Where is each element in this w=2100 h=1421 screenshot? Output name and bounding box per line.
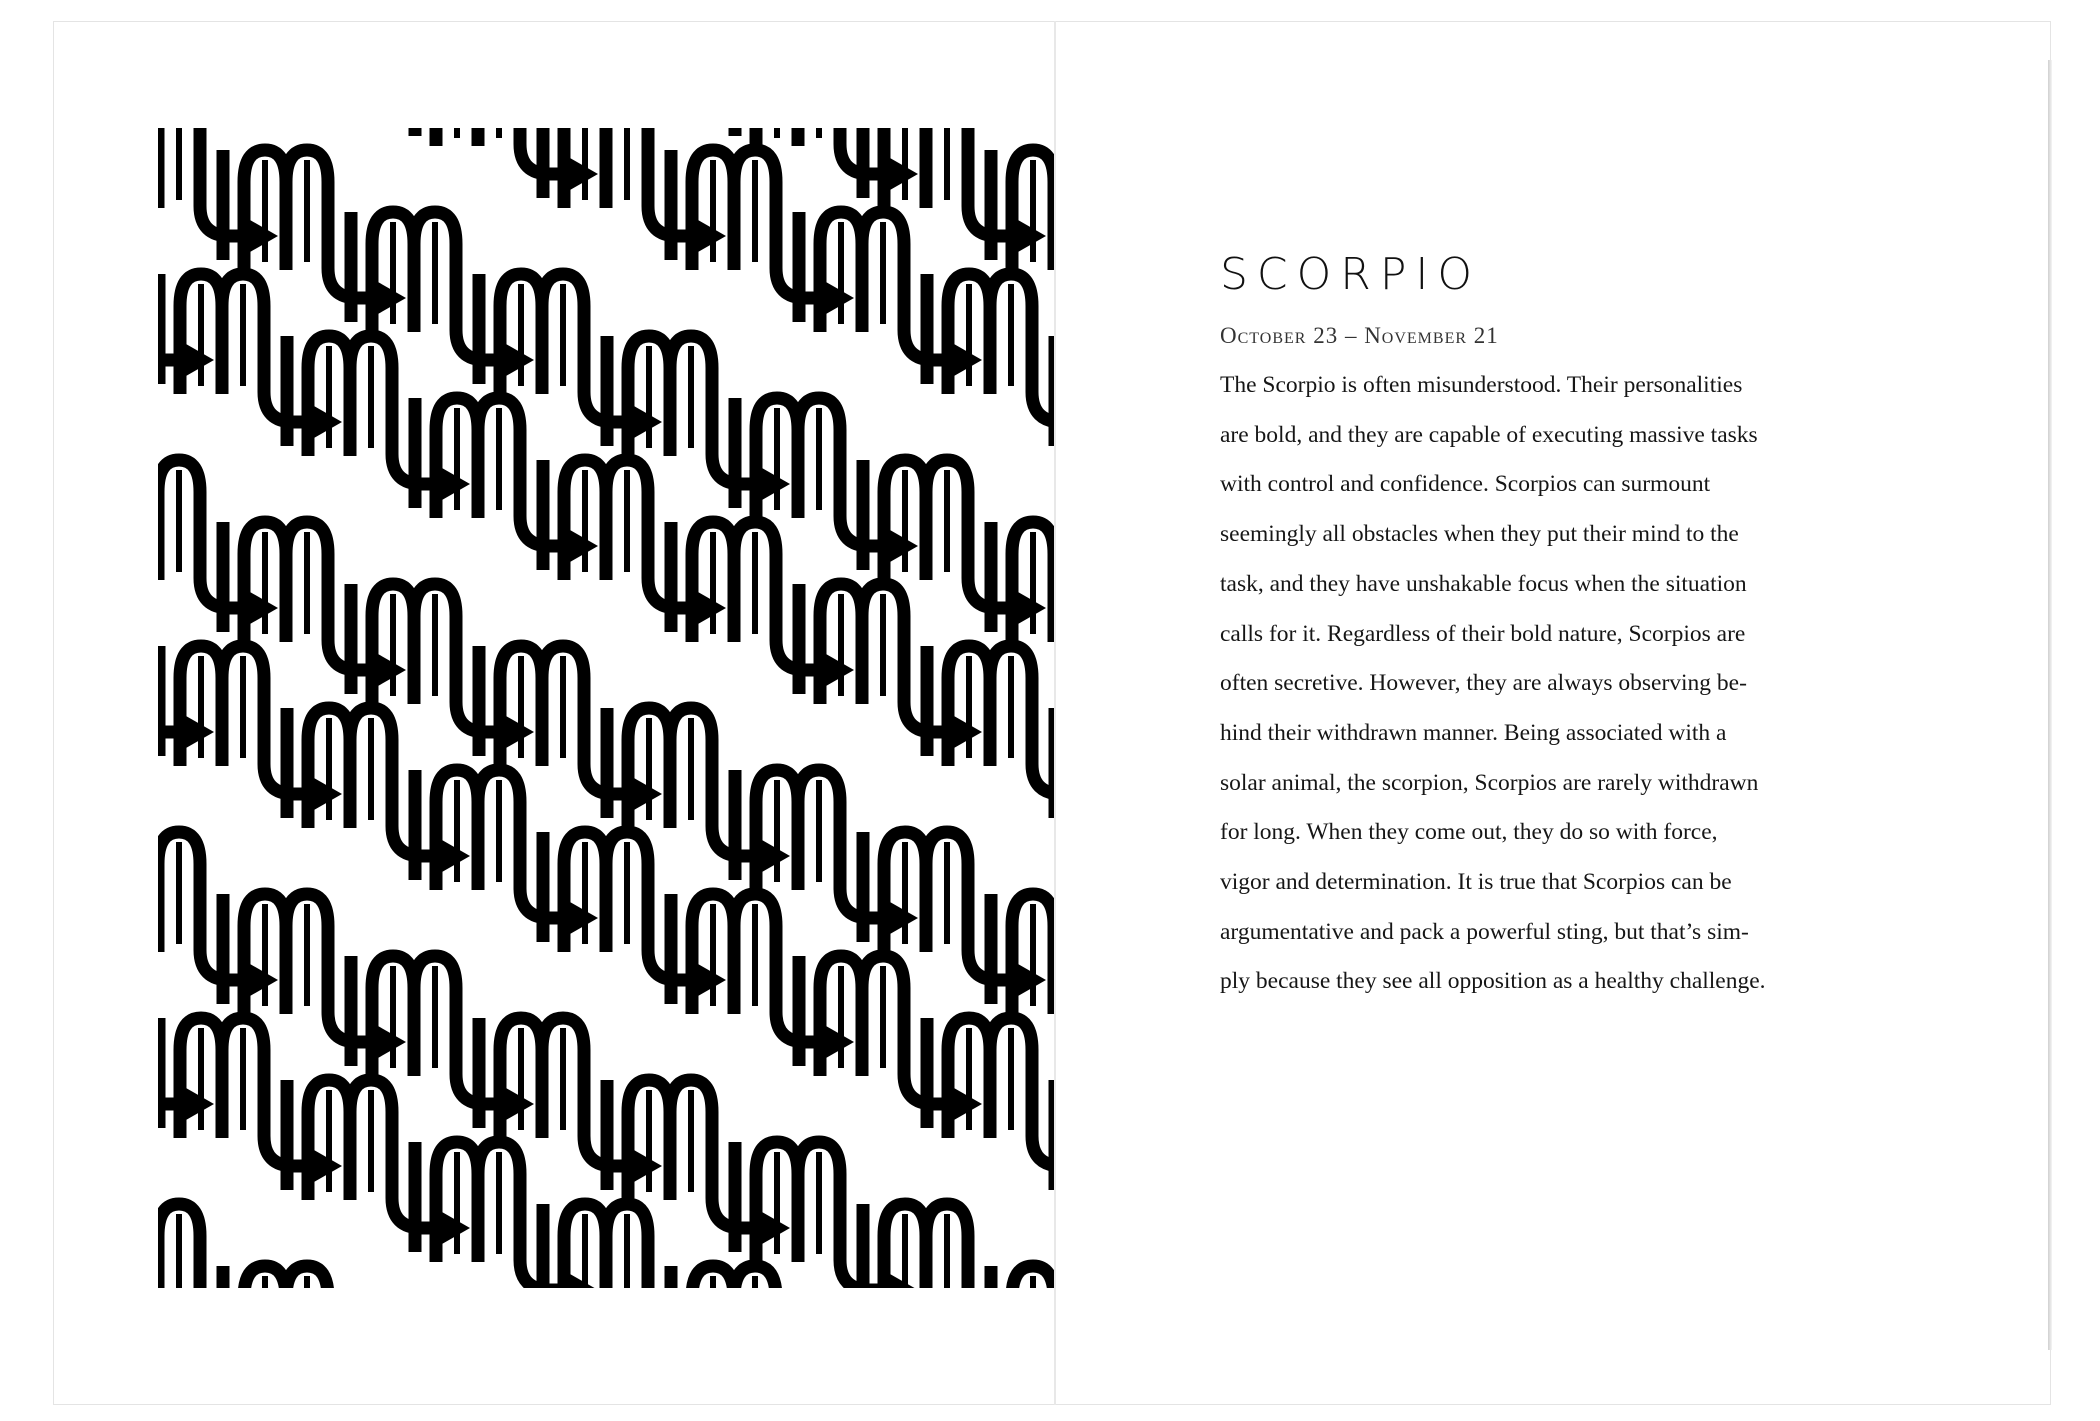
body-line: The Scorpio is often misunderstood. Their personalities xyxy=(1220,372,1743,398)
scorpio-glyph-tile xyxy=(671,1266,854,1288)
body-line: vigor and determination. It is true that Scorpios can be xyxy=(1220,869,1732,896)
scorpio-glyph-tile xyxy=(415,128,598,190)
body-line: often secretive. However, they are always observing be- xyxy=(1220,670,1747,697)
scorpio-glyph-tile xyxy=(735,128,918,190)
scorpio-glyph-tile xyxy=(543,128,726,252)
scorpio-glyph-tile xyxy=(223,1266,406,1288)
body-line: with control and confidence. Scorpios can surmount xyxy=(1220,471,1711,498)
scorpio-glyph-tile xyxy=(863,128,1046,252)
body-line: task, and they have unshakable focus when the situation xyxy=(1220,570,1747,597)
page-edge-shadow xyxy=(2048,60,2052,1350)
scorpio-pattern-artwork xyxy=(158,128,1054,1288)
text-page xyxy=(1220,245,1788,1007)
date-range: October 23 – November 21 xyxy=(1220,323,1499,348)
scorpio-glyph-tile xyxy=(927,274,1054,438)
body-paragraph xyxy=(1220,361,1788,1007)
page-gutter xyxy=(1054,21,1056,1405)
body-line: seemingly all obstacles when they put their mind to the xyxy=(1220,521,1739,548)
body-line: are bold, and they are capable of executing massive tasks xyxy=(1220,421,1758,448)
body-line: argumentative and pack a powerful sting, but that’s sim- xyxy=(1220,918,1749,945)
body-line: hind their withdrawn manner. Being associated with a xyxy=(1220,719,1727,746)
scorpio-glyph-tile xyxy=(927,1018,1054,1182)
page-title: SCORPIO xyxy=(1220,249,1481,300)
body-line: for long. When they come out, they do so with force, xyxy=(1220,819,1718,846)
body-line: ply because they see all opposition as a healthy challenge. xyxy=(1220,968,1766,995)
scorpio-glyph-tile xyxy=(991,1266,1054,1288)
body-line: calls for it. Regardless of their bold nature, Scorpios are xyxy=(1220,620,1746,647)
scorpio-glyph-pattern xyxy=(158,128,1054,1288)
body-line: solar animal, the scorpion, Scorpios are rarely withdrawn xyxy=(1220,769,1759,796)
scorpio-glyph-tile xyxy=(927,646,1054,810)
